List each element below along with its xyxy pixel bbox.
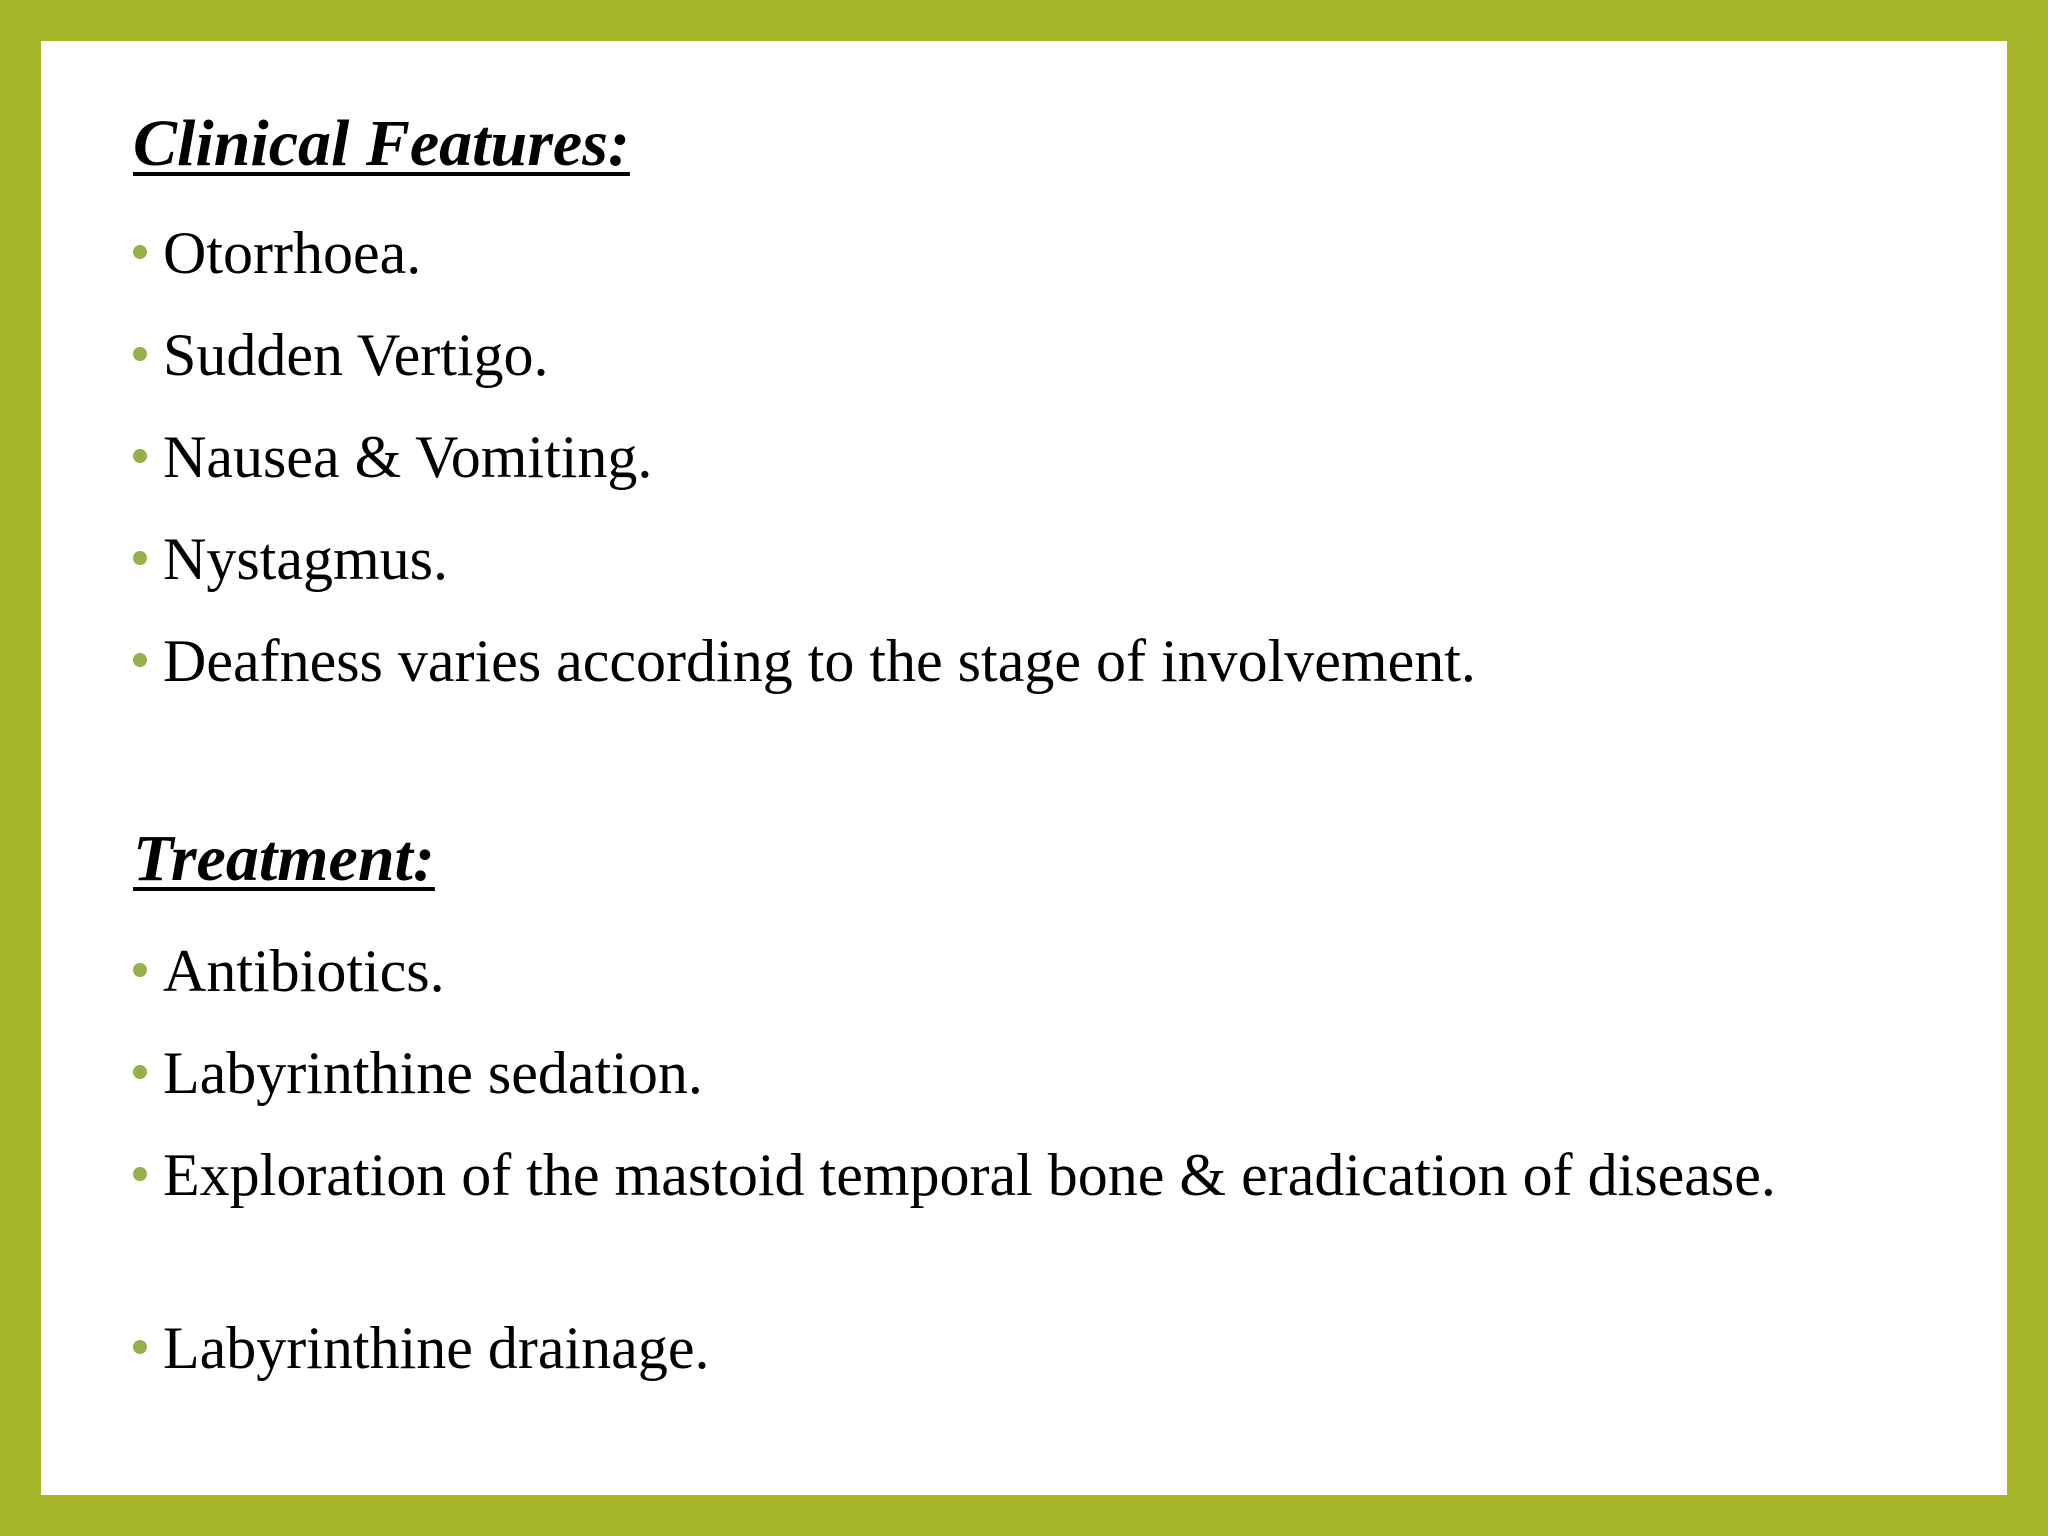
treatment-item (133, 1311, 1833, 1386)
clinical-features-heading: Clinical Features: (133, 107, 630, 180)
bullet-dot-icon (133, 1167, 147, 1181)
clinical-feature-item (133, 624, 1833, 699)
clinical-feature-text: Nausea & Vomiting. (163, 424, 653, 490)
clinical-feature-item (133, 216, 1833, 291)
clinical-feature-text: Sudden Vertigo. (163, 322, 549, 388)
bullet-dot-icon (133, 347, 147, 361)
bullet-dot-icon (133, 551, 147, 565)
clinical-feature-item (133, 522, 1833, 597)
bullet-dot-icon (133, 653, 147, 667)
clinical-feature-item (133, 420, 1833, 495)
treatment-text: Labyrinthine drainage. (163, 1315, 710, 1381)
bullet-dot-icon (133, 1065, 147, 1079)
clinical-feature-text: Nystagmus. (163, 526, 448, 592)
clinical-feature-text: Deafness varies according to the stage of involvement. (163, 628, 1476, 694)
treatment-item (133, 1036, 1833, 1111)
treatment-text: Exploration of the mastoid temporal bone & eradication of disease. (163, 1142, 1776, 1208)
treatment-text: Labyrinthine sedation. (163, 1040, 703, 1106)
slide (41, 41, 2007, 1495)
treatment-item (133, 934, 1833, 1009)
clinical-feature-item (133, 318, 1833, 393)
treatment-item (133, 1138, 1833, 1213)
bullet-dot-icon (133, 1340, 147, 1354)
treatment-text: Antibiotics. (163, 938, 445, 1004)
bullet-dot-icon (133, 245, 147, 259)
clinical-feature-text: Otorrhoea. (163, 220, 422, 286)
treatment-heading: Treatment: (133, 822, 435, 895)
slide-content (41, 41, 2007, 1495)
bullet-dot-icon (133, 963, 147, 977)
bullet-dot-icon (133, 449, 147, 463)
